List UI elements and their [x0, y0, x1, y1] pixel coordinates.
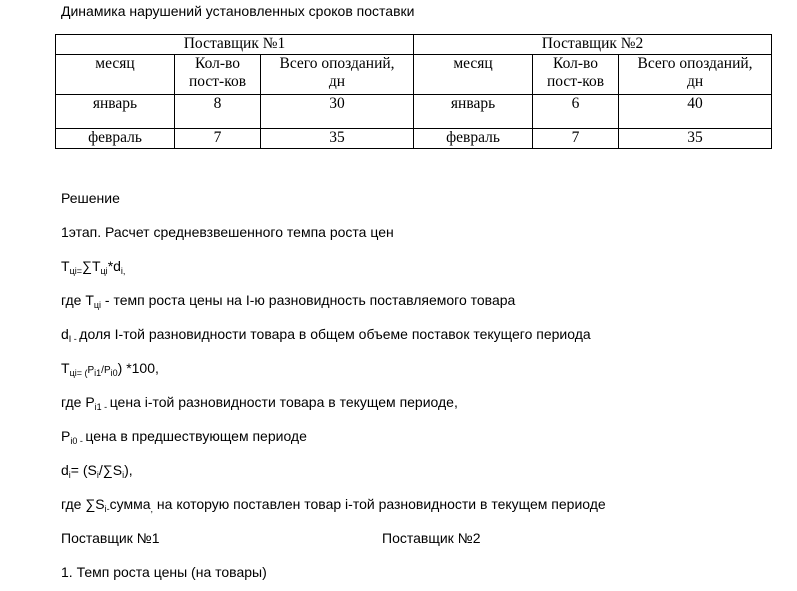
count-cell: 6 — [533, 95, 619, 129]
count-header-2-line2: пост-ков — [547, 73, 605, 90]
count-header-2 — [533, 55, 619, 95]
definition-sum — [61, 495, 606, 518]
month-header-1: месяц — [56, 55, 175, 95]
where3-e: на которую поставлен товар i-той разновидности в текущем периоде — [153, 496, 606, 512]
f2-g: ) *100, — [117, 360, 159, 376]
where2-a: где P — [61, 394, 95, 410]
month-cell: февраль — [414, 129, 533, 149]
count-cell: 8 — [175, 95, 261, 129]
f2-c: P — [87, 365, 95, 376]
supplier-2-header: Поставщик №2 — [414, 35, 772, 55]
delay-header-2-line1: Всего опозданий, — [637, 55, 753, 72]
d-c: доля I-той разновидности товара в общем объеме поставок текущего периода — [79, 326, 591, 342]
delay-header-2 — [619, 55, 772, 95]
delay-cell: 35 — [619, 129, 772, 149]
where1-a: где T — [61, 292, 94, 308]
where2-b: i1 - — [94, 402, 110, 412]
p0-a: P — [61, 428, 71, 444]
month-cell: февраль — [56, 129, 175, 149]
f3-c: = (S — [70, 462, 97, 478]
f2-b: цi= ( — [69, 368, 88, 378]
count-header-1-line2: пост-ков — [188, 73, 247, 90]
supplier-2-label: Поставщик №2 — [382, 530, 481, 546]
count-cell: 7 — [175, 129, 261, 149]
formula-price-index — [61, 359, 159, 382]
p0-b: i0 - — [70, 436, 86, 446]
where1-c: - темп роста цены на I-ю разновидность поставляемого товара — [101, 292, 516, 308]
where3-b: i- — [104, 504, 110, 514]
where2-c: цена i-той разновидности товара в текущем периоде, — [109, 394, 458, 410]
where3-a: где ∑S — [61, 496, 105, 512]
stage-1-heading: 1этап. Расчет средневзвешенного темпа роста цен — [61, 224, 394, 240]
definition-previous-price — [61, 427, 307, 450]
f2-a: T — [61, 360, 70, 376]
f2-f: i0 — [110, 368, 118, 378]
delay-header-1 — [261, 55, 414, 95]
where3-d: , — [150, 504, 154, 514]
f3-g: ), — [124, 462, 133, 478]
where3-c: сумма — [109, 496, 151, 512]
f2-e: /P — [101, 365, 111, 376]
table-row — [56, 95, 772, 129]
delay-header-1-line1: Всего опозданий, — [279, 55, 395, 72]
solution-heading: Решение — [61, 190, 120, 206]
definition-growth-rate — [61, 291, 515, 314]
f3-e: /∑S — [98, 462, 123, 478]
delivery-violations-table — [55, 34, 772, 149]
f3-b: i — [68, 470, 71, 480]
formula-weighted-growth — [61, 257, 125, 280]
f3-f: i — [122, 470, 125, 480]
supplier-1-label: Поставщик №1 — [61, 530, 160, 546]
document-title: Динамика нарушений установленных сроков поставки — [61, 3, 415, 19]
definition-share — [61, 325, 591, 348]
formula-share — [61, 461, 133, 484]
f1-e: *d — [107, 258, 121, 274]
count-header-2-line1: Кол-во — [553, 55, 599, 72]
p0-c: цена в предшествующем периоде — [85, 428, 307, 444]
delay-header-1-line2: дн — [328, 73, 346, 90]
table-row — [56, 129, 772, 149]
d-b: I - — [68, 334, 80, 344]
month-cell: январь — [414, 95, 533, 129]
supplier-1-header: Поставщик №1 — [56, 35, 414, 55]
month-cell: январь — [56, 95, 175, 129]
f1-a: T — [61, 258, 70, 274]
table-header-suppliers — [56, 35, 772, 55]
count-cell: 7 — [533, 129, 619, 149]
d-a: d — [61, 326, 69, 342]
item-1-heading: 1. Темп роста цены (на товары) — [61, 564, 267, 580]
f3-d: i — [96, 470, 99, 480]
f1-c: ∑T — [81, 258, 101, 274]
f1-b: цi= — [69, 266, 82, 276]
table-header-columns — [56, 55, 772, 95]
f1-f: i, — [120, 266, 126, 276]
delay-cell: 40 — [619, 95, 772, 129]
f1-d: цi — [100, 266, 108, 276]
delay-header-2-line2: дн — [686, 73, 704, 90]
f2-d: i1 — [94, 368, 102, 378]
where1-b: цi — [93, 300, 102, 310]
delay-cell: 30 — [261, 95, 414, 129]
f3-a: d — [61, 462, 69, 478]
count-header-1-line1: Кол-во — [195, 55, 240, 72]
definition-current-price — [61, 393, 458, 416]
month-header-2: месяц — [414, 55, 533, 95]
delay-cell: 35 — [261, 129, 414, 149]
count-header-1 — [175, 55, 261, 95]
